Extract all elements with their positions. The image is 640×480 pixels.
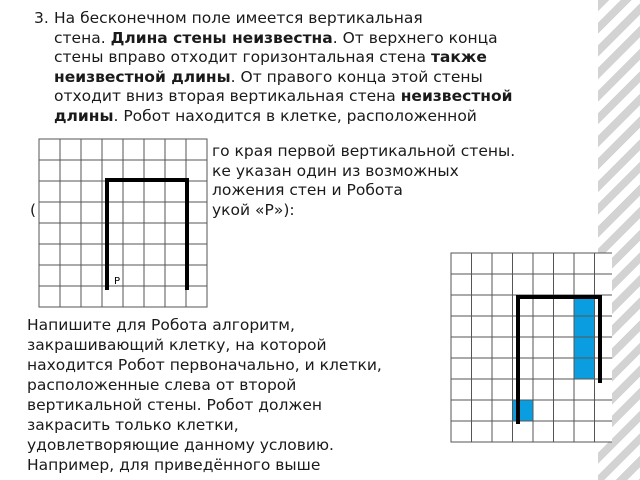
- task-bottom-line: удовлетворяющие данному условию.: [27, 436, 334, 454]
- grid-cell: [60, 244, 81, 265]
- task-bottom-line: Например, для приведённого выше: [27, 456, 321, 474]
- grid-cell: [60, 181, 81, 202]
- text-segment: . Робот находится в клетке, расположенной: [113, 106, 477, 125]
- grid-cell: [123, 202, 144, 223]
- bold-text: длины: [54, 106, 114, 125]
- grid-cell: [492, 358, 513, 379]
- grid-cell: [102, 160, 123, 181]
- grid-cell: [472, 400, 493, 421]
- grid-cell: [492, 337, 513, 358]
- grid-cell: [574, 421, 595, 442]
- grid-cell: [554, 400, 575, 421]
- task-bottom-line: закрашивающий клетку, на которой: [27, 336, 327, 354]
- task-line: [54, 48, 487, 68]
- grid-cell: [39, 139, 60, 160]
- grid-cell: [451, 379, 472, 400]
- grid-cell: [472, 316, 493, 337]
- grid-cell: [554, 337, 575, 358]
- grid-cell: [165, 160, 186, 181]
- grid-cell: [472, 274, 493, 295]
- grid-cell: [165, 181, 186, 202]
- grid-cell: [81, 202, 102, 223]
- task-line: [54, 29, 498, 49]
- grid-cell: [102, 139, 123, 160]
- bold-text: Длина стены неизвестна: [110, 28, 333, 47]
- grid-cell: [39, 202, 60, 223]
- task-line: [54, 68, 483, 88]
- grid-cell: [451, 421, 472, 442]
- grid-cell: [533, 274, 554, 295]
- grid-cell: [492, 400, 513, 421]
- shaded-cell: [574, 358, 595, 379]
- grid-cell: [60, 160, 81, 181]
- grid-cell: [39, 286, 60, 307]
- bold-text: неизвестной длины: [54, 67, 231, 86]
- grid-cell: [451, 358, 472, 379]
- grid-cell: [492, 379, 513, 400]
- grid-cell: [492, 274, 513, 295]
- grid-cell: [123, 244, 144, 265]
- task-line-partial: го края первой вертикальной стены.: [212, 142, 516, 160]
- grid-cell: [513, 274, 534, 295]
- grid-cell: [595, 379, 613, 400]
- grid-cell: [492, 421, 513, 442]
- text-segment: стена.: [54, 28, 111, 47]
- text-segment: . От верхнего конца: [332, 28, 498, 47]
- text-segment: . От правого конца этой стены: [230, 67, 483, 86]
- text-segment: стены вправо отходит горизонтальная стена: [54, 48, 431, 66]
- text-segment: На бесконечном поле имеется вертикальная: [54, 9, 423, 27]
- grid-cell: [144, 181, 165, 202]
- grid-cell: [513, 316, 534, 337]
- grid-cell: [492, 295, 513, 316]
- grid-cell: [595, 337, 613, 358]
- grid-cell: [81, 139, 102, 160]
- grid-cell: [123, 265, 144, 286]
- grid-cell: [595, 274, 613, 295]
- grid-cell: [165, 244, 186, 265]
- grid-cell: [81, 286, 102, 307]
- bold-text: неизвестной: [400, 87, 513, 105]
- grid-cell: [492, 316, 513, 337]
- grid-cell: [574, 400, 595, 421]
- grid-cell: [165, 202, 186, 223]
- grid-cell: [39, 160, 60, 181]
- task-bottom-line: вертикальной стены. Робот должен: [27, 396, 323, 414]
- shaded-cell: [574, 316, 595, 337]
- grid-cell: [513, 421, 534, 442]
- task-bottom-line: находится Робот первоначально, и клетки,: [27, 356, 382, 374]
- task-bottom-line: расположенные слева от второй: [27, 376, 297, 394]
- grid-cell: [165, 223, 186, 244]
- shaded-cell: [513, 400, 534, 421]
- field-before-figure: [38, 138, 212, 312]
- grid-cell: [513, 337, 534, 358]
- grid-cell: [533, 358, 554, 379]
- grid-cell: [472, 253, 493, 274]
- grid-cell: [533, 400, 554, 421]
- grid-cell: [165, 286, 186, 307]
- grid-cell: [123, 139, 144, 160]
- grid-cell: [60, 202, 81, 223]
- robot-marker: Р: [114, 276, 121, 287]
- grid-cell: [451, 400, 472, 421]
- grid-cell: [554, 274, 575, 295]
- grid-cell: [81, 181, 102, 202]
- task-bottom-line: закрасить только клетки,: [27, 416, 239, 434]
- grid-cell: [81, 160, 102, 181]
- open-paren: (: [30, 200, 37, 219]
- grid-cell: [492, 253, 513, 274]
- task-number: 3.: [34, 9, 49, 27]
- task-bottom-line: Напишите для Робота алгоритм,: [27, 316, 295, 334]
- grid-cell: [39, 244, 60, 265]
- grid-cell: [533, 316, 554, 337]
- grid-cell: [144, 139, 165, 160]
- grid-cell: [81, 223, 102, 244]
- grid-cell: [81, 265, 102, 286]
- grid-cell: [574, 274, 595, 295]
- grid-cell: [472, 358, 493, 379]
- grid-cell: [533, 337, 554, 358]
- grid-cell: [595, 400, 613, 421]
- grid-cell: [39, 223, 60, 244]
- grid-cell: [574, 379, 595, 400]
- grid-cell: [39, 181, 60, 202]
- grid-cell: [533, 421, 554, 442]
- grid-cell: [123, 181, 144, 202]
- bold-text: также: [430, 48, 487, 66]
- grid-cell: [186, 202, 207, 223]
- grid-cell: [165, 139, 186, 160]
- grid-cell: [574, 253, 595, 274]
- grid-cell: [554, 316, 575, 337]
- task-line-partial: ке указан один из возможных: [212, 161, 459, 180]
- grid-cell: [595, 421, 613, 442]
- task-line-partial: укой «Р»):: [212, 200, 295, 219]
- grid-cell: [123, 160, 144, 181]
- grid-cell: [451, 295, 472, 316]
- grid-cell: [472, 295, 493, 316]
- grid-cell: [533, 253, 554, 274]
- grid-cell: [554, 421, 575, 442]
- grid-cell: [123, 286, 144, 307]
- grid-cell: [186, 139, 207, 160]
- grid-cell: [144, 202, 165, 223]
- text-segment: отходит вниз вторая вертикальная стена: [54, 87, 401, 105]
- task-line: [54, 9, 423, 29]
- grid-cell: [451, 274, 472, 295]
- shaded-cell: [574, 337, 595, 358]
- grid-cell: [144, 223, 165, 244]
- grid-cell: [186, 244, 207, 265]
- grid-cell: [595, 253, 613, 274]
- field-grid: [39, 139, 207, 307]
- task-line: [54, 87, 513, 107]
- grid-cell: [554, 358, 575, 379]
- grid-cell: [165, 265, 186, 286]
- grid-cell: [144, 265, 165, 286]
- grid-cell: [554, 253, 575, 274]
- grid-cell: [451, 316, 472, 337]
- grid-cell: [186, 286, 207, 307]
- grid-cell: [186, 265, 207, 286]
- grid-cell: [513, 253, 534, 274]
- grid-cell: [60, 223, 81, 244]
- grid-cell: [472, 337, 493, 358]
- field-after-figure: [450, 252, 612, 446]
- grid-cell: [39, 265, 60, 286]
- grid-cell: [144, 286, 165, 307]
- grid-cell: [186, 223, 207, 244]
- grid-cell: [451, 337, 472, 358]
- task-line-partial: ложения стен и Робота: [212, 181, 403, 199]
- grid-cell: [595, 316, 613, 337]
- grid-cell: [60, 139, 81, 160]
- field-grid: [451, 253, 612, 442]
- grid-cell: [186, 160, 207, 181]
- grid-cell: [554, 379, 575, 400]
- task-line: [54, 107, 477, 127]
- grid-cell: [472, 421, 493, 442]
- grid-cell: [513, 379, 534, 400]
- grid-cell: [472, 379, 493, 400]
- grid-cell: [513, 358, 534, 379]
- grid-cell: [533, 379, 554, 400]
- grid-cell: [123, 223, 144, 244]
- grid-cell: [60, 286, 81, 307]
- grid-cell: [144, 160, 165, 181]
- grid-cell: [595, 358, 613, 379]
- grid-cell: [81, 244, 102, 265]
- grid-cell: [144, 244, 165, 265]
- grid-cell: [186, 181, 207, 202]
- grid-cell: [451, 253, 472, 274]
- grid-cell: [60, 265, 81, 286]
